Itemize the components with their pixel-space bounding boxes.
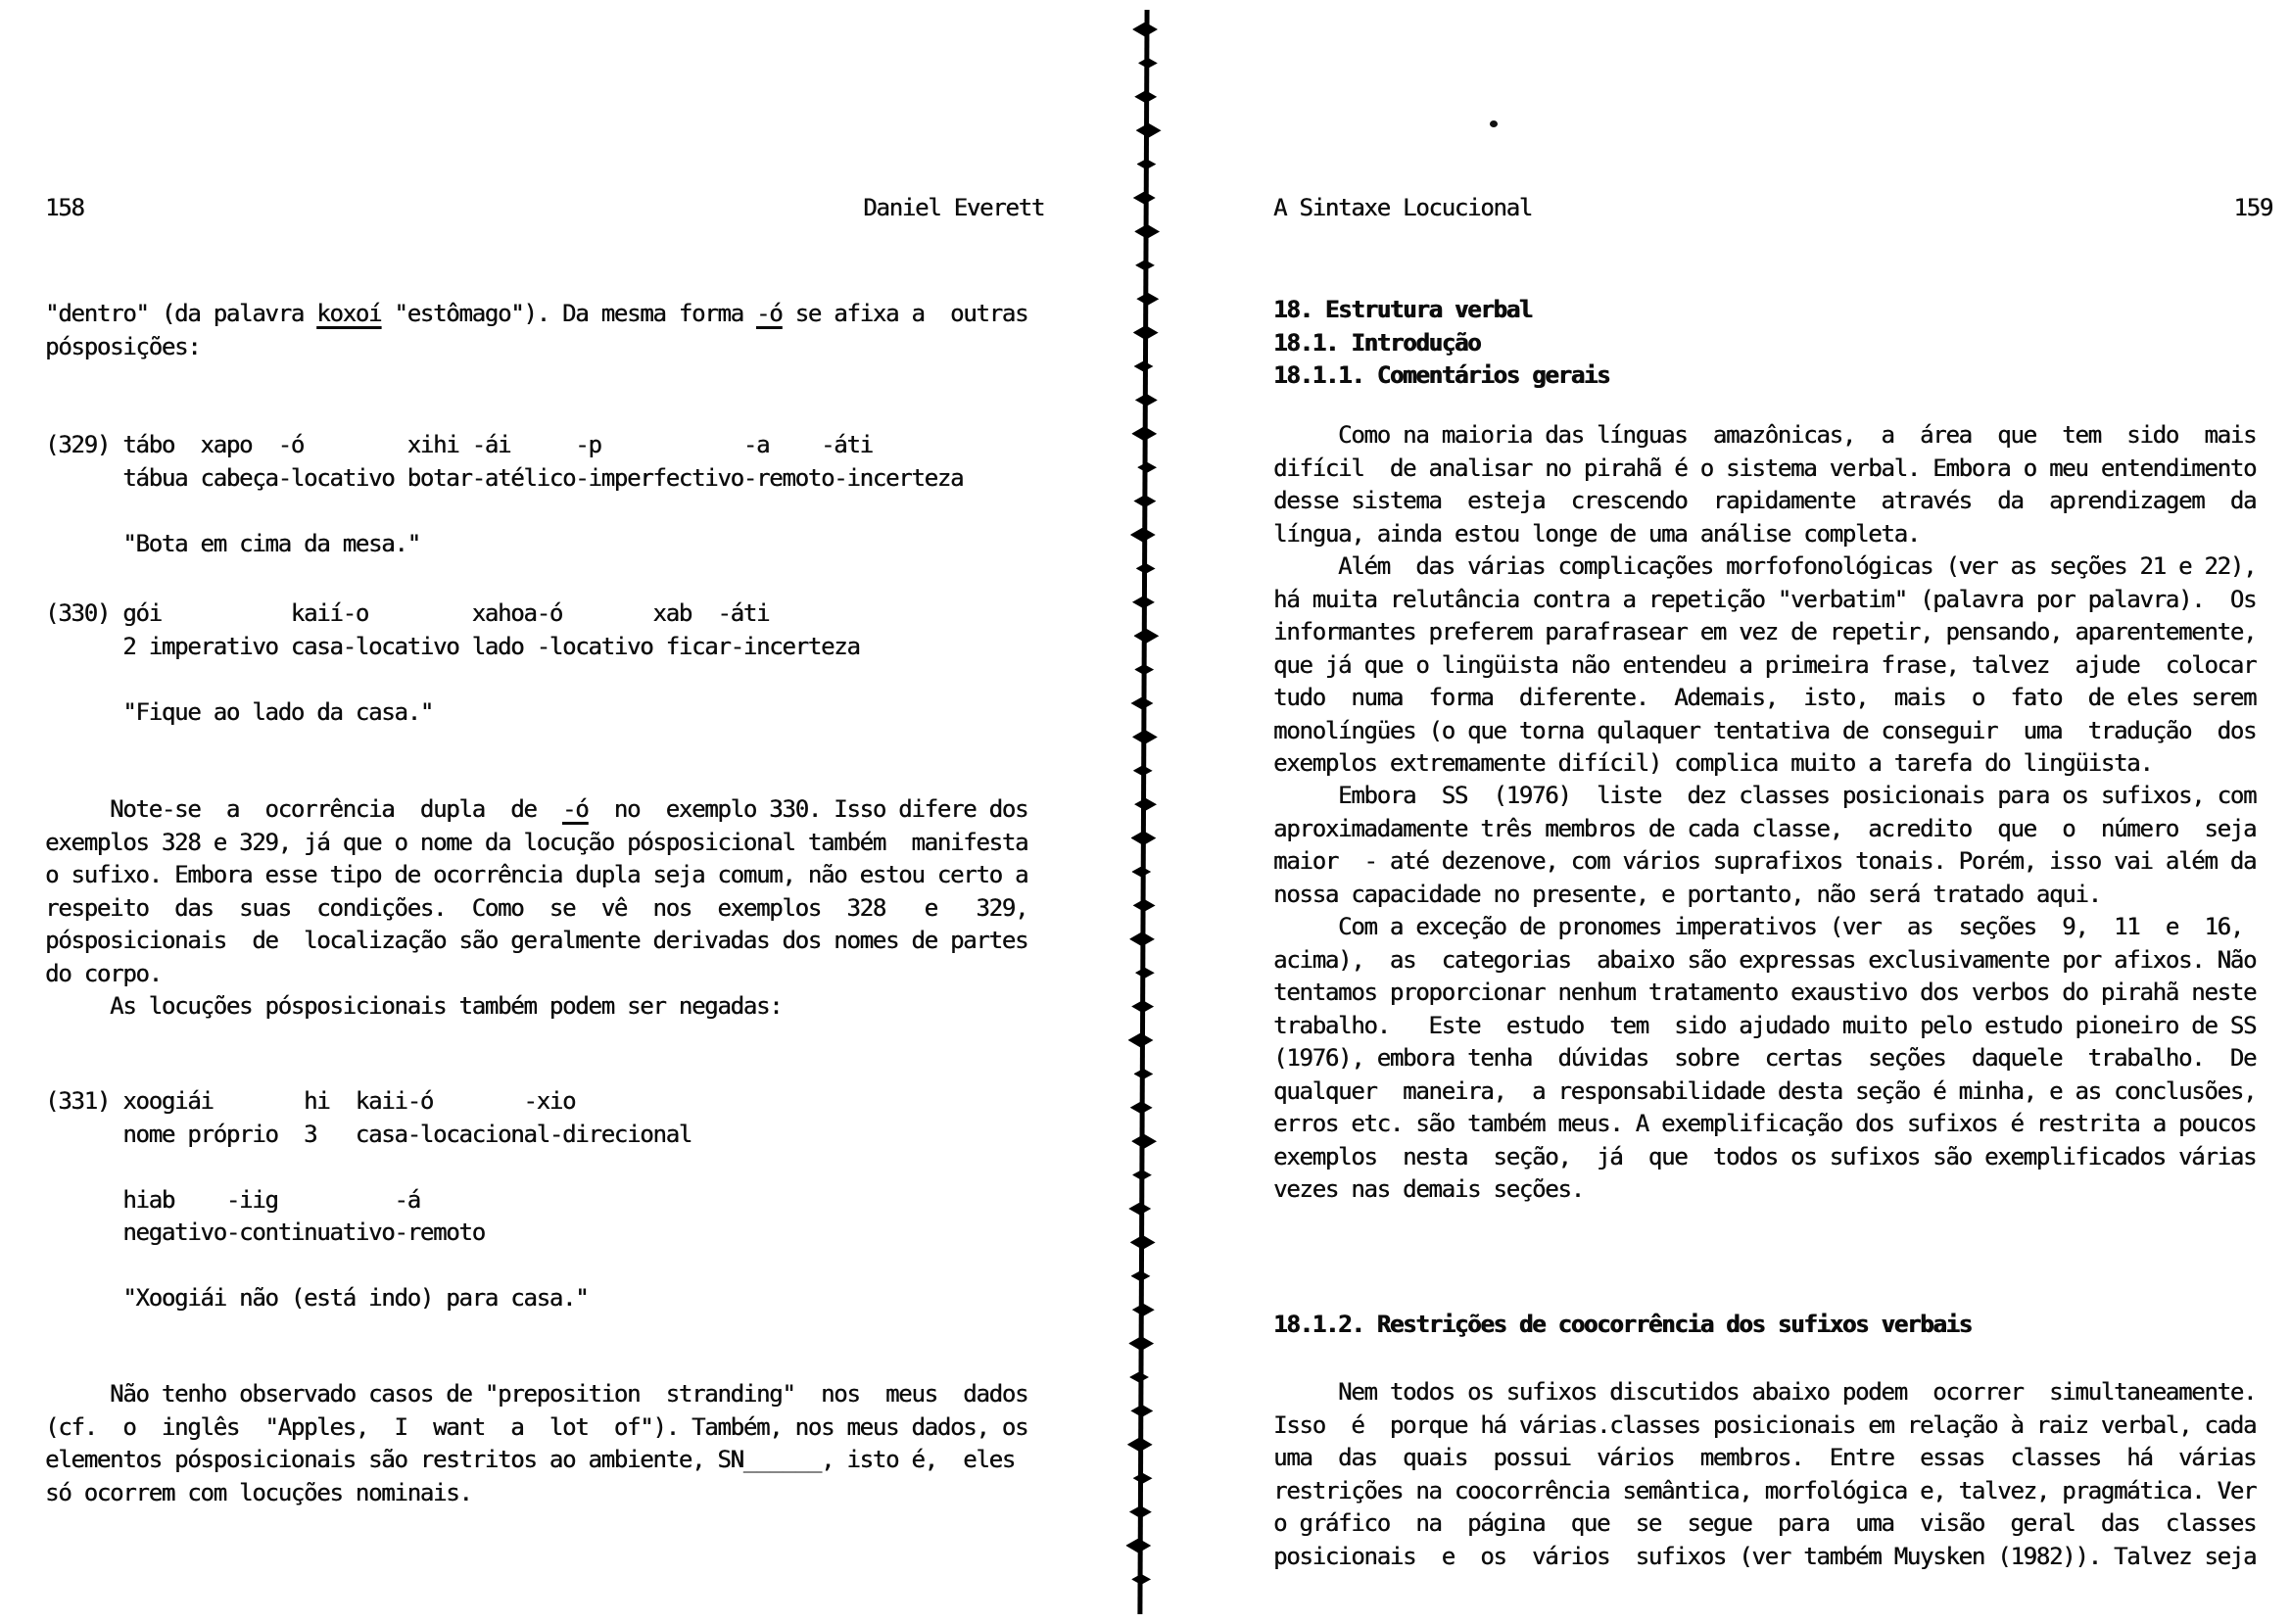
ink-speck [1490,120,1498,127]
stitch-mark [1128,1336,1154,1351]
stitch-mark [1129,931,1155,946]
stitch-mark [1129,1371,1149,1382]
text-line: Como na maioria das línguas amazônicas, a área que tem sido mais [1273,421,2257,449]
stitch-mark [1128,1202,1151,1215]
text-line: tudo numa forma diferente. Ademais, isto, mais o fato de eles serem [1273,684,2257,711]
stitch-mark [1132,1304,1155,1316]
text-line: monolíngües (o que torna qulaquer tentativa de conseguir uma tradução dos [1273,716,2257,744]
text-line: informantes preferem parafrasear em vez de repetir, pensando, aparentemente, [1273,618,2257,645]
text-line: Não tenho observado casos de "preposition stranding" nos meus dados [45,1380,1028,1408]
stitch-mark [1136,293,1159,306]
stitch-mark [1132,22,1158,36]
stitch-mark [1132,1473,1152,1484]
section-headings-18 [1273,294,1609,393]
page-number-left: 158 [45,194,84,221]
text-line: aproximadamente três membros de cada classe, acredito que o número seja [1273,814,2257,842]
text-line: qualquer maneira, a responsabilidade desta seção é minha, e as conclusões, [1273,1076,2257,1105]
stitch-mark [1135,394,1158,406]
stitch-mark [1133,360,1153,371]
text-line: pósposições: [45,332,201,360]
stitch-mark [1130,1405,1153,1417]
paragraph-como-na-maioria [1273,419,2256,550]
stitch-mark [1135,968,1155,979]
paragraph-embora-ss [1273,780,2256,911]
stitch-mark [1132,730,1158,744]
text-line: 18.1. Introdução [1273,328,1481,357]
subheading-1812: 18.1.2. Restrições de coocorrência dos sufixos verbais [1273,1311,1972,1338]
text-line: 18.1.1. Comentários gerais [1273,361,1610,389]
text-line: difícil de analisar no pirahã é o sistema verbal. Embora o meu entendimento [1273,454,2257,482]
text-line: 2 imperativo casa-locativo lado -locativo ficar-incerteza [45,632,860,660]
stitch-mark [1134,224,1160,239]
stitch-mark [1130,1270,1150,1281]
stitch-mark [1129,1505,1152,1518]
stitch-mark [1131,1134,1157,1149]
text-line: exemplos nesta seção, já que todos os sufixos são exemplificados várias [1273,1142,2257,1170]
text-line: negativo-continuativo-remoto [45,1218,485,1246]
text-line: do corpo. [45,959,162,987]
text-line: exemplos 328 e 329, já que o nome da locução pósposicional também manifesta [45,828,1028,856]
text-line: tentamos proporcionar nenhum tratamento exaustivo dos verbos do pirahã neste [1273,979,2257,1006]
text-line: "Fique ao lado da casa." [45,697,433,726]
stitch-mark [1135,260,1155,270]
stitch-mark [1138,58,1158,69]
text-line: o gráfico na página que se segue para uma visão geral das classes [1273,1509,2257,1537]
paragraph-com-a-excecao [1273,911,2256,1207]
stitch-mark [1131,1574,1151,1585]
text-line: (331) xoogiái hi kaii-ó -xio [45,1087,576,1115]
text-line: hiab -iig -á [45,1185,420,1214]
text-line: maior - até dezenove, com vários suprafixos tonais. Porém, isso vai além da [1273,847,2257,875]
stitch-mark [1127,1437,1153,1452]
text-line: nossa capacidade no presente, e portanto, não será tratado aqui. [1273,880,2101,908]
text-line: Além das várias complicações morfofonológicas (ver as seções 21 e 22), [1273,552,2257,580]
stitch-mark [1133,325,1159,340]
text-line: Nem todos os sufixos discutidos abaixo podem ocorrer simultaneamente. [1273,1378,2257,1406]
text-line: (329) tábo xapo -ó xihi -ái -p -a -áti [45,431,873,458]
text-line: elementos pósposicionais são restritos ao ambiente, SN______, isto é, eles [45,1446,1015,1473]
right-page-header [1273,192,2272,225]
text-line: tábua cabeça-locativo botar-atélico-imperfectivo-remoto-incerteza [45,463,964,492]
stitch-mark [1132,596,1155,608]
stitch-mark [1132,1170,1152,1180]
stitch-mark [1130,1101,1153,1114]
stitch-mark [1125,1538,1151,1552]
stitch-mark [1130,1235,1156,1250]
text-line: que já que o lingüista não entendeu a primeira frase, talvez ajude colocar [1273,650,2257,679]
text-line: "Bota em cima da mesa." [45,529,420,557]
text-line: Note-se a ocorrência dupla de -ó no exemplo 330. Isso difere dos [45,795,1028,823]
text-line: "Xoogiái não (está indo) para casa." [45,1284,589,1312]
paragraph-nem-todos [1273,1376,2256,1573]
text-line: nome próprio 3 casa-locacional-direcional [45,1120,692,1148]
stitch-mark [1136,159,1156,169]
text-line: (330) gói kaií-o xahoa-ó xab -áti [45,599,770,627]
text-line: trabalho. Este estudo tem sido ajudado muito pelo estudo pioneiro de SS [1273,1011,2257,1039]
stitch-mark [1133,629,1159,644]
paragraph-alem-das-varias [1273,550,2256,781]
stitch-mark [1131,1000,1154,1013]
text-line: restrições na coocorrência semântica, morfológica e, talvez, pragmática. Ver [1273,1476,2257,1505]
text-line: "dentro" (da palavra koxoí "estômago"). Da mesma forma -ó se afixa a outras [45,300,1028,327]
right-page [1273,0,2274,1619]
text-line: só ocorrem com locuções nominais. [45,1478,472,1506]
stitch-mark [1131,426,1157,441]
text-line: há muita relutância contra a repetição "verbatim" (palavra por palavra). Os [1273,585,2257,613]
text-line: respeito das suas condições. Como se vê nos exemplos 328 e 329, [45,893,1028,922]
stitch-mark [1135,123,1161,138]
text-line: língua, ainda estou longe de uma análise completa. [1273,519,1920,548]
text-line: As locuções pósposicionais também podem ser negadas: [45,992,783,1020]
running-header-title: A Sintaxe Locucional [1273,194,1532,221]
stitch-mark [1133,191,1156,204]
stitch-mark [1130,696,1153,709]
stitch-mark [1134,90,1157,103]
stitch-mark [1136,563,1156,574]
stitch-mark [1133,765,1153,776]
text-line: erros etc. são também meus. A exemplificação dos sufixos é restrita a poucos [1273,1110,2257,1137]
stitch-mark [1134,664,1154,675]
text-line: vezes nas demais seções. [1273,1175,1584,1203]
text-line: exemplos extremamente difícil) complica muito a tarefa do lingüista. [1273,749,2153,777]
stitch-mark [1127,1032,1153,1047]
text-line: acima), as categorias abaixo são expressas exclusivamente por afixos. Não [1273,945,2257,974]
stitch-mark [1130,527,1156,542]
text-line: Com a exceção de pronomes imperativos (ver as seções 9, 11 e 16, [1273,913,2243,940]
stitch-mark [1130,831,1156,845]
text-line: Isso é porque há várias.classes posicionais em relação à raiz verbal, cada [1273,1410,2257,1439]
text-line: uma das quais possui vários membros. Entre essas classes há várias [1273,1444,2257,1471]
text-line: (cf. o inglês "Apples, I want a lot of"). Também, nos meus dados, os [45,1412,1028,1441]
stitch-mark [1134,798,1157,811]
text-line: (1976), embora tenha dúvidas sobre certas seções daquele trabalho. De [1273,1044,2257,1072]
page-number-right: 159 [2233,194,2272,221]
running-header-author: Daniel Everett [863,194,1044,221]
stitch-mark [1131,866,1151,877]
text-line: desse sistema esteja crescendo rapidamente através da aprendizagem da [1273,487,2257,514]
stitch-mark [1133,1069,1153,1079]
stitch-mark [1137,462,1157,473]
stitch-mark [1133,899,1156,912]
text-line: Embora SS (1976) liste dez classes posicionais para os sufixos, com [1273,782,2257,809]
text-line: o sufixo. Embora esse tipo de ocorrência dupla seja comum, não estou certo a [45,861,1028,888]
stitch-mark [1133,495,1156,507]
text-line: 18. Estrutura verbal [1273,296,1532,323]
text-line: posicionais e os vários sufixos (ver também Muysken (1982)). Talvez seja [1273,1542,2257,1570]
text-line: pósposicionais de localização são geralmente derivadas dos nomes de partes [45,927,1028,954]
